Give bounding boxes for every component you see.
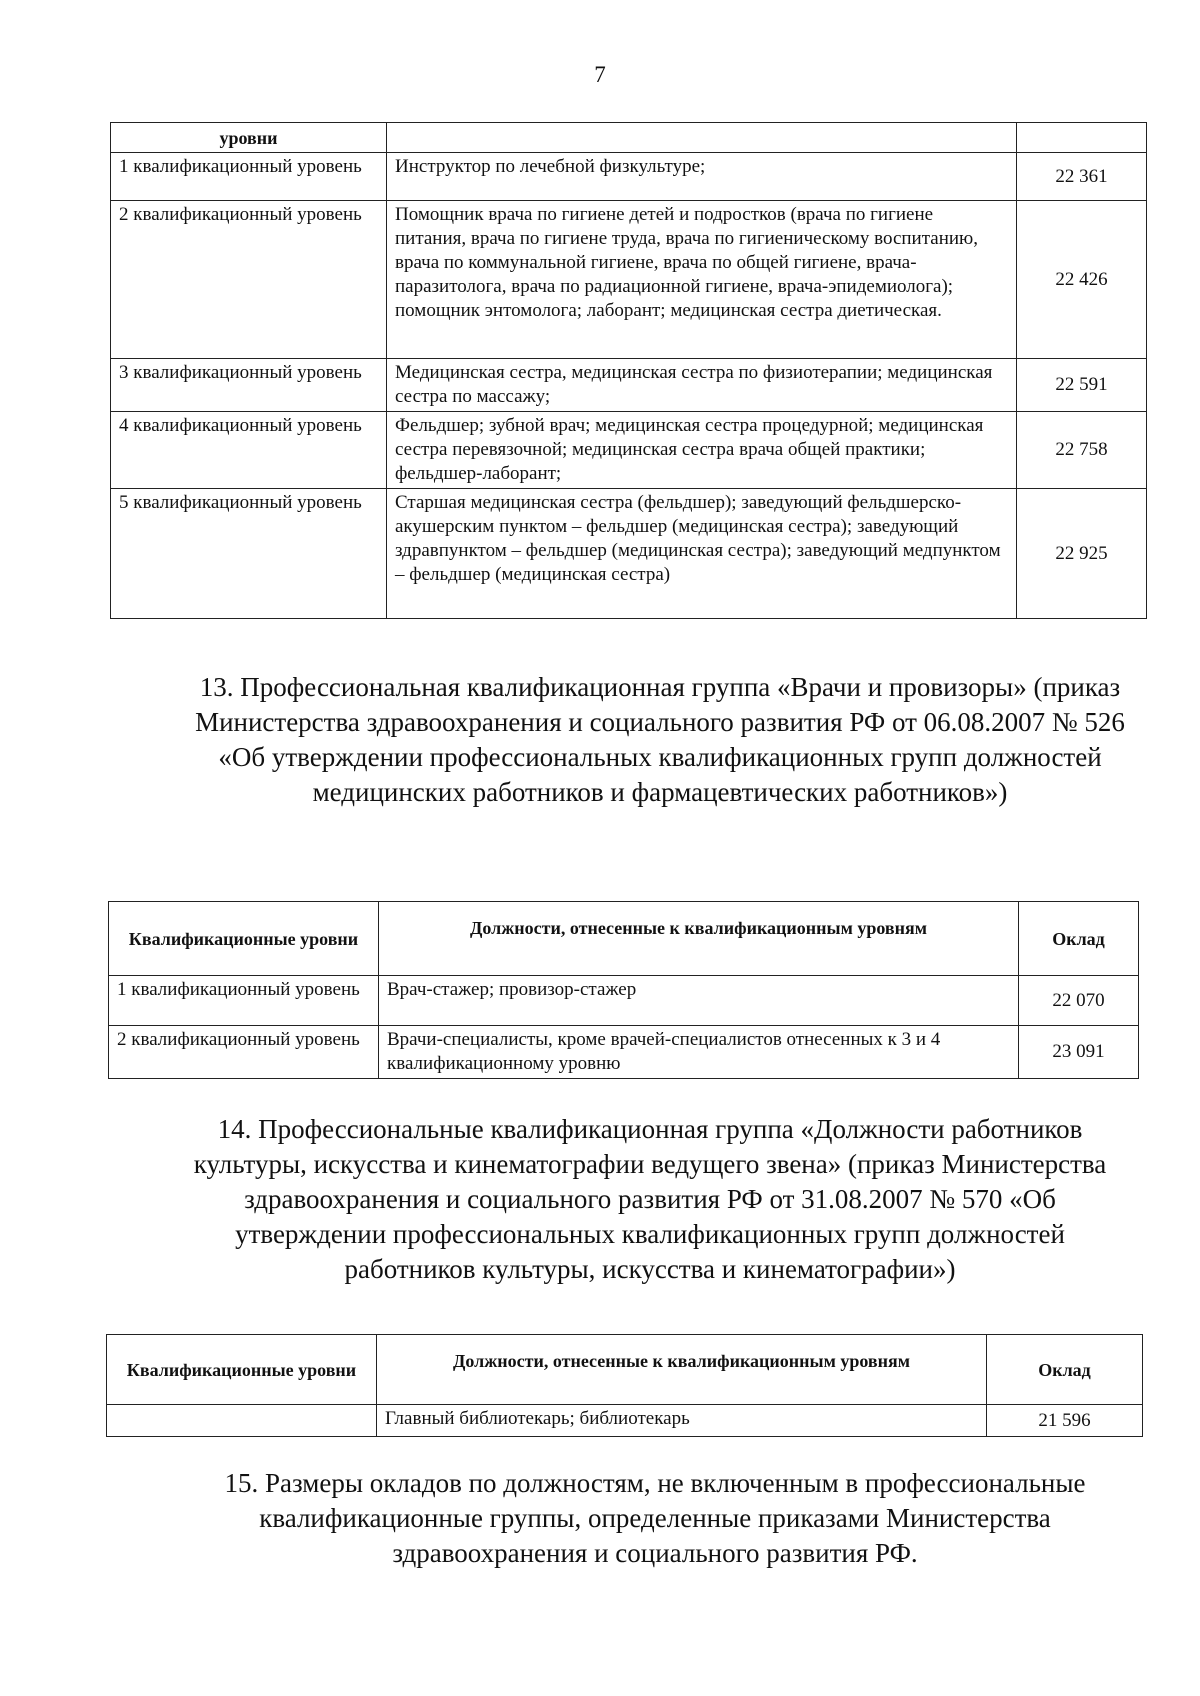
level-cell: 2 квалификационный уровень	[109, 1026, 379, 1079]
level-cell: 4 квалификационный уровень	[111, 412, 387, 489]
salary-cell: 21 596	[987, 1405, 1143, 1437]
table-row	[111, 201, 1147, 359]
positions-cell: Помощник врача по гигиене детей и подростков (врача по гигиене питания, врача по гигиене труда, врача по гигиеническому воспитанию, врача по коммунальной гигиене, врача по общей гигиене, врача-паразитолога, врача по радиационной гигиене, врача-эпидемиолога); помощник энтомолога; лаборант; медицинская сестра диетическая.	[387, 201, 1017, 359]
level-cell: 1 квалификационный уровень	[111, 153, 387, 201]
positions-cell: Главный библиотекарь; библиотекарь	[377, 1405, 987, 1437]
table-row	[109, 976, 1139, 1026]
section-13-heading: 13. Профессиональная квалификационная группа «Врачи и провизоры» (приказ Министерства здравоохранения и социального развития РФ от 06.08.2007 № 526 «Об утверждении профессиональных квалификационных групп должностей медицинских работников и фармацевтических работников»)	[195, 672, 1125, 807]
table-row	[111, 359, 1147, 412]
salary-cell: 22 925	[1017, 489, 1147, 619]
column-header-levels: Квалификационные уровни	[109, 902, 379, 976]
salary-cell: 22 361	[1017, 153, 1147, 201]
level-cell: 1 квалификационный уровень	[109, 976, 379, 1026]
table-header-row	[109, 902, 1139, 976]
page-number: 7	[594, 62, 606, 87]
salary-cell: 23 091	[1019, 1026, 1139, 1079]
positions-cell: Инструктор по лечебной физкультуре;	[387, 153, 1017, 201]
column-header-salary	[1017, 123, 1147, 153]
salary-cell: 22 758	[1017, 412, 1147, 489]
positions-cell: Фельдшер; зубной врач; медицинская сестра процедурной; медицинская сестра перевязочной; медицинская сестра врача общей практики; фельдшер-лаборант;	[387, 412, 1017, 489]
salary-cell: 22 070	[1019, 976, 1139, 1026]
column-header-levels: уровни	[111, 123, 387, 153]
positions-cell: Врачи-специалисты, кроме врачей-специалистов отнесенных к 3 и 4 квалификационному уровню	[379, 1026, 1019, 1079]
column-header-positions	[387, 123, 1017, 153]
table-row	[111, 412, 1147, 489]
table-medical-staff-levels	[110, 122, 1147, 619]
table-row	[107, 1405, 1143, 1437]
table-header-row	[111, 123, 1147, 153]
level-cell: 3 квалификационный уровень	[111, 359, 387, 412]
table-culture-workers	[106, 1334, 1143, 1437]
positions-cell: Медицинская сестра, медицинская сестра по физиотерапии; медицинская сестра по массажу;	[387, 359, 1017, 412]
column-header-salary: Оклад	[1019, 902, 1139, 976]
level-cell: 2 квалификационный уровень	[111, 201, 387, 359]
salary-cell: 22 591	[1017, 359, 1147, 412]
column-header-positions: Должности, отнесенные к квалификационным уровням	[379, 902, 1019, 976]
column-header-levels: Квалификационные уровни	[107, 1335, 377, 1405]
column-header-salary: Оклад	[987, 1335, 1143, 1405]
positions-cell: Врач-стажер; провизор-стажер	[379, 976, 1019, 1026]
table-row	[109, 1026, 1139, 1079]
section-15-heading: 15. Размеры окладов по должностям, не включенным в профессиональные квалификационные группы, определенные приказами Министерства здравоохранения и социального развития РФ.	[224, 1468, 1086, 1568]
table-header-row	[107, 1335, 1143, 1405]
table-row	[111, 489, 1147, 619]
table-row	[111, 153, 1147, 201]
table-doctors-pharmacists	[108, 901, 1139, 1079]
positions-cell: Старшая медицинская сестра (фельдшер); заведующий фельдшерско-акушерским пунктом – фельдшер (медицинская сестра); заведующий здравпунктом – фельдшер (медицинская сестра); заведующий медпунктом – фельдшер (медицинская сестра)	[387, 489, 1017, 619]
column-header-positions: Должности, отнесенные к квалификационным уровням	[377, 1335, 987, 1405]
level-cell: 5 квалификационный уровень	[111, 489, 387, 619]
section-14-heading: 14. Профессиональные квалификационная группа «Должности работников культуры, искусства и кинематографии ведущего звена» (приказ Министерства здравоохранения и социального развития РФ от 31.08.2007 № 570 «Об утверждении профессиональных квалификационных групп должностей работников культуры, искусства и кинематографии»)	[193, 1114, 1107, 1284]
salary-cell: 22 426	[1017, 201, 1147, 359]
level-cell	[107, 1405, 377, 1437]
